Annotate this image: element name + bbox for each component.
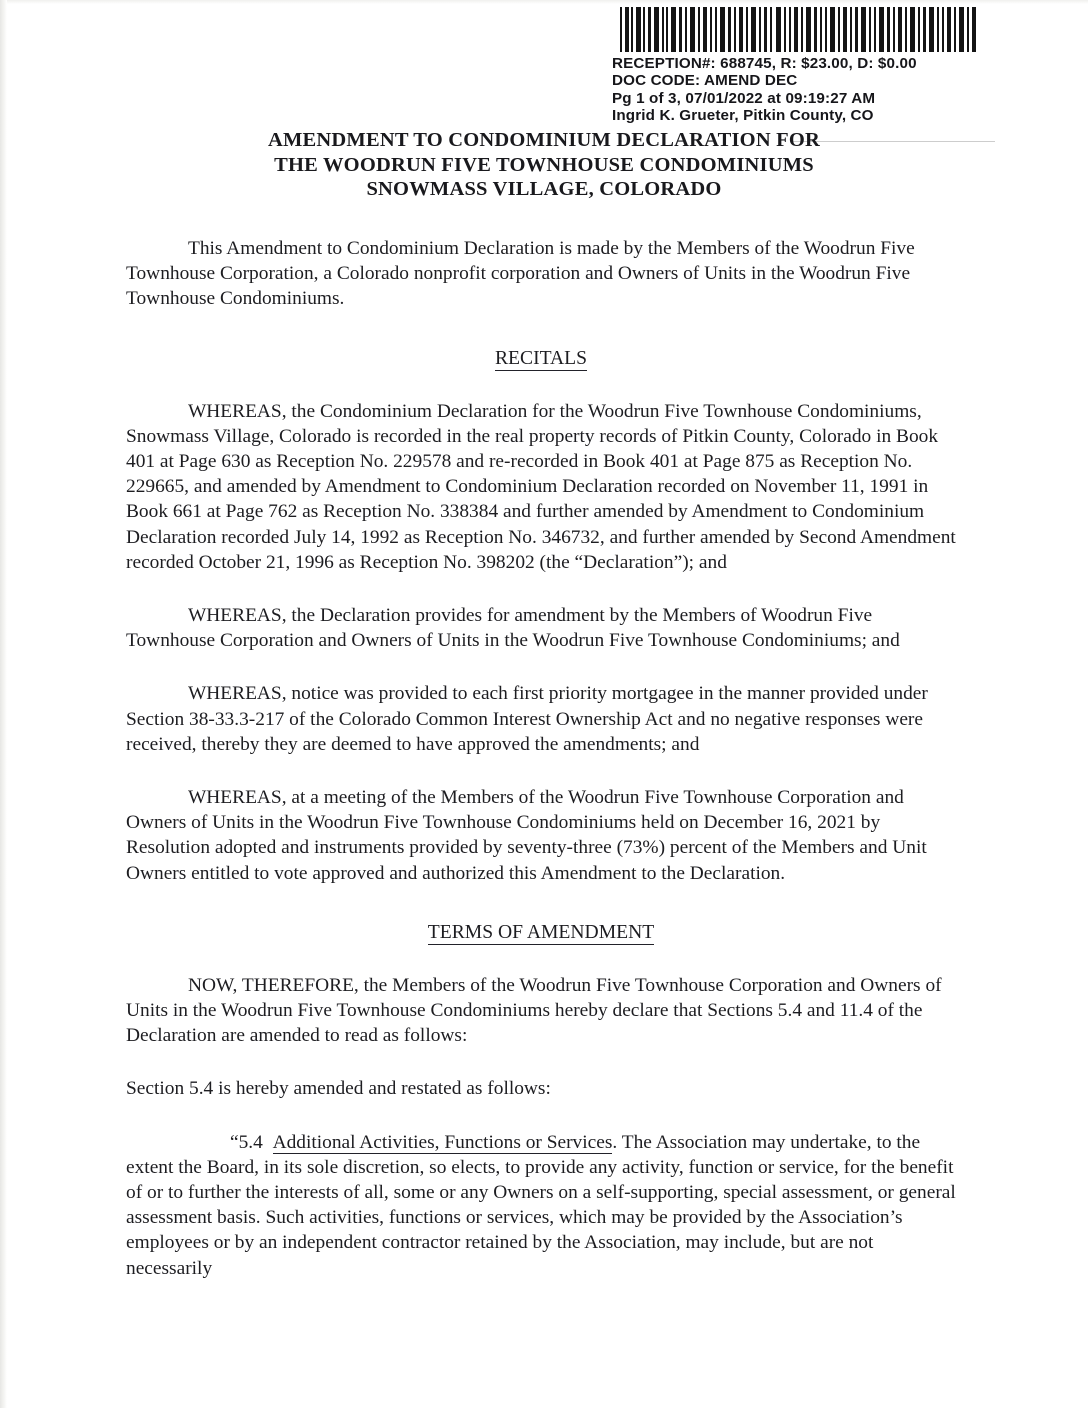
page-date-line: Pg 1 of 3, 07/01/2022 at 09:19:27 AM: [612, 89, 876, 107]
recitals-heading-text: RECITALS: [494, 347, 588, 369]
intro-paragraph: [126, 236, 956, 312]
now-therefore-text: NOW, THEREFORE, the Members of the Woodrun Five Townhouse Corporation and Owners of Units in the Woodrun Five Townhouse Condominiums hereby declare that Sections 5.4 and 11.4 of the Declaration are amended to read as follows:: [126, 974, 942, 1047]
whereas-paragraph-3: [126, 681, 956, 757]
recitals-heading: [126, 346, 956, 371]
section-54-title: Additional Activities, Functions or Services: [272, 1131, 613, 1153]
section-54-text: . The Association may undertake, to the extent the Board, in its sole discretion, so elects, to provide any activity, function or service, for the benefit of or to further the interests of all, some or any Owners on a self-supporting, special assessment, or general assessment basis. Such activities, functions or services, which may be provided by the Association’s employees or by an independent contractor retained by the Association, may include, but are not necessarily: [126, 1131, 956, 1279]
scan-edge-artifact-top: [0, 0, 1088, 4]
section-54-lead-paragraph: [126, 1076, 956, 1101]
recording-stamp: [612, 6, 988, 125]
whereas-4-text: WHEREAS, at a meeting of the Members of the Woodrun Five Townhouse Corporation and Owners of Units in the Woodrun Five Townhouse Condominiums held on December 16, 2021 by Resolution adopted and instruments provided by seventy-three (73%) percent of the Members and Unit Owners entitled to vote approved and authorized this Amendment to the Declaration.: [126, 787, 927, 884]
document-body: [126, 236, 956, 1281]
terms-heading-text: TERMS OF AMENDMENT: [427, 921, 655, 943]
whereas-1-text: WHEREAS, the Condominium Declaration for the Woodrun Five Townhouse Condominiums, Snowmass Village, Colorado is recorded in the real property records of Pitkin County, Colorado in Book 401 at Page 630 as Reception No. 229578 and re-recorded in Book 401 at Page 875 as Reception No. 229665, and amended by Amendment to Condominium Declaration recorded on November 11, 1991 in Book 661 at Page 762 as Reception No. 338384 and further amended by Amendment to Condominium Declaration recorded July 14, 1992 as Reception No. 346732, and further amended by Second Amendment recorded October 21, 1996 as Reception No. 398202 (the “Declaration”); and: [126, 400, 956, 573]
section-54-lead-text: Section 5.4 is hereby amended and restated as follows:: [126, 1078, 551, 1100]
reception-line: RECEPTION#: 688745, R: $23.00, D: $0.00: [612, 55, 917, 72]
clerk-line: Ingrid K. Grueter, Pitkin County, CO: [612, 107, 874, 125]
whereas-paragraph-1: [126, 399, 956, 575]
section-54-quoted-paragraph: [126, 1130, 956, 1281]
whereas-2-text: WHEREAS, the Declaration provides for amendment by the Members of Woodrun Five Townhouse Corporation and Owners of Units in the Woodrun Five Townhouse Condominiums; and: [126, 605, 900, 652]
title-line-1: AMENDMENT TO CONDOMINIUM DECLARATION FOR: [267, 129, 821, 151]
terms-of-amendment-heading: [126, 920, 956, 945]
recording-barcode: [618, 6, 980, 52]
scan-edge-artifact-left: [0, 0, 7, 1408]
now-therefore-paragraph: [126, 973, 956, 1049]
section-54-number: “5.4: [230, 1131, 263, 1153]
recording-stamp-text: [612, 55, 988, 125]
title-line-2: THE WOODRUN FIVE TOWNHOUSE CONDOMINIUMS: [274, 153, 814, 176]
whereas-paragraph-4: [126, 785, 956, 886]
page-title: [0, 128, 1088, 202]
doc-code-line: DOC CODE: AMEND DEC: [612, 72, 798, 90]
title-line-3: SNOWMASS VILLAGE, COLORADO: [366, 178, 722, 200]
whereas-paragraph-2: [126, 603, 956, 653]
whereas-3-text: WHEREAS, notice was provided to each first priority mortgagee in the manner provided under Section 38-33.3-217 of the Colorado Common Interest Ownership Act and no negative responses were received, thereby they are deemed to have approved the amendments; and: [126, 683, 928, 755]
intro-text: This Amendment to Condominium Declaration is made by the Members of the Woodrun Five Townhouse Corporation, a Colorado nonprofit corporation and Owners of Units in the Woodrun Five Townhouse Condominiums.: [126, 238, 915, 310]
